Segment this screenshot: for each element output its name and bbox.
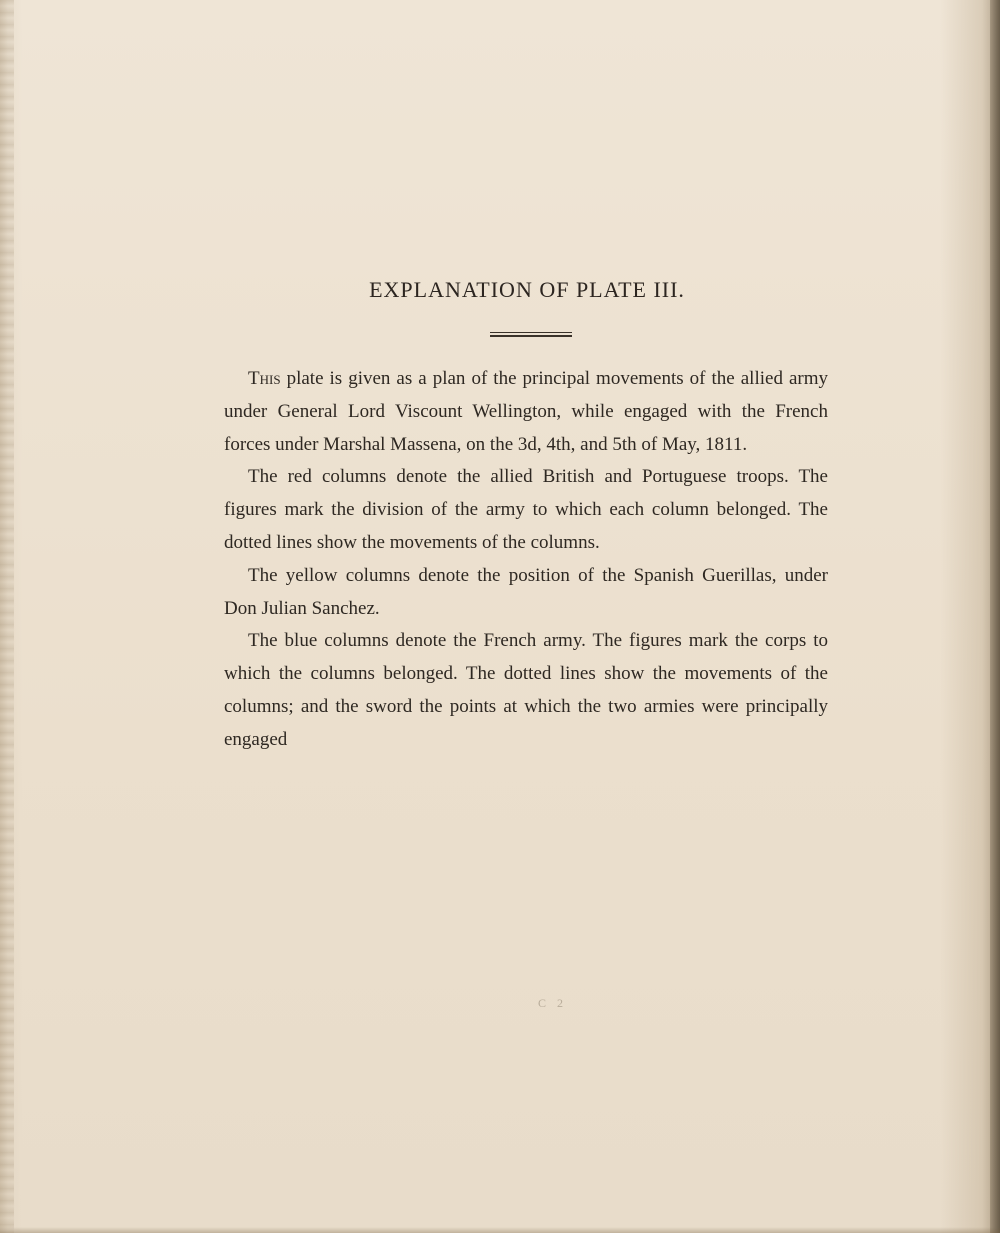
paragraph-4-text: The blue columns denote the French army. The figures mark the corps to which the columns belonged. The dotted lines show the movements of the columns; and the sword the points at which the two armies were principally engaged: [224, 630, 828, 750]
paragraph-3: [224, 560, 828, 626]
paragraph-1-text: plate is given as a plan of the principal movements of the allied army under General Lord Viscount Wellington, while engaged with the French forces under Marshal Massena, on the 3d, 4th, and 5th of May, 1811.: [224, 368, 828, 455]
paragraph-4: [224, 625, 828, 756]
page-title: EXPLANATION OF PLATE III.: [369, 277, 685, 302]
paragraph-3-text: The yellow columns denote the position of the Spanish Guerillas, under Don Julian Sanchez.: [224, 564, 828, 619]
paragraph-2: [224, 461, 828, 559]
printer-signature-mark: C 2: [538, 996, 568, 1010]
page-left-edge: [0, 0, 14, 1233]
page-bottom-edge: [0, 1227, 1000, 1233]
paragraph-1-lead: This: [248, 368, 281, 389]
body-text: [224, 363, 828, 757]
page-right-edge: [990, 0, 1000, 1233]
title-double-rule: [490, 332, 572, 337]
paragraph-2-text: The red columns denote the allied British and Portuguese troops. The figures mark the division of the army to which each column belonged. The dotted lines show the movements of the columns.: [224, 466, 828, 553]
paragraph-1: [224, 363, 828, 461]
